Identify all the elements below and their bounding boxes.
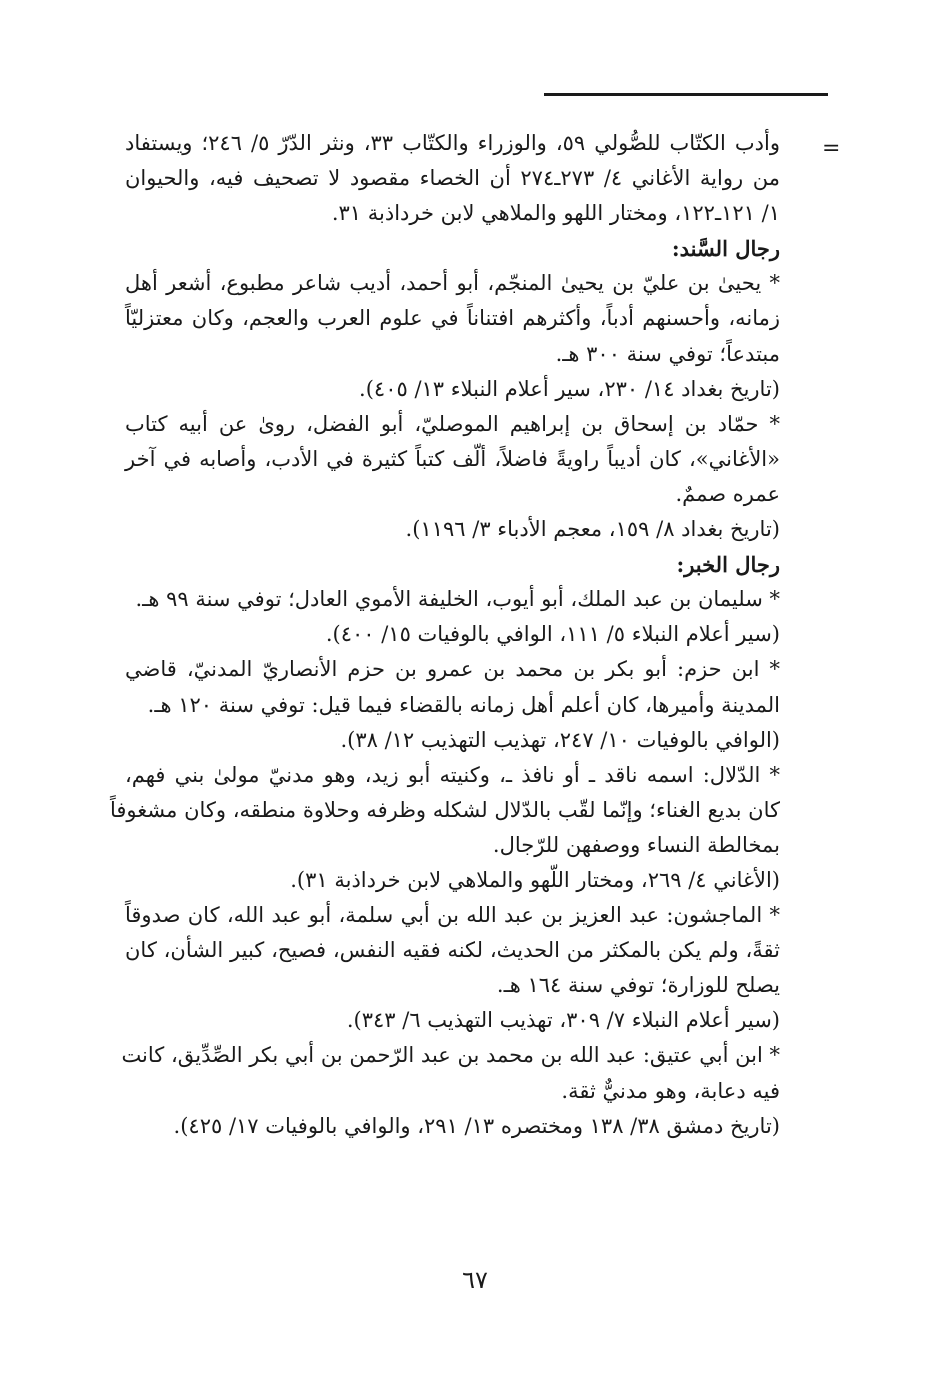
reference-line: (تاريخ دمشق ٣٨/ ١٣٨ ومختصره ١٣/ ٢٩١، والوافي بالوفيات ١٧/ ٤٢٥). (173, 1113, 780, 1138)
reference-line: (سير أعلام النبلاء ٥/ ١١١، الوافي بالوفيات ١٥/ ٤٠٠). (325, 622, 780, 647)
text-line: * الدّلال: اسمه ناقد ـ أو نافذ ـ، وكنيته أبو زيد، وهو مدنيّ مولىٰ بني فهم، (125, 762, 780, 787)
page-body (110, 126, 780, 1144)
text-line: مبتدعاً؛ توفي سنة ٣٠٠ هـ. (555, 341, 780, 366)
text-line: من رواية الأغاني ٤/ ٢٧٣ـ٢٧٤ أن الخصاء مقصود لا تصحيف فيه، والحيوان (125, 166, 780, 191)
text-line: عمره صممٌ. (675, 481, 780, 506)
text-line: «الأغاني»، كان أديباً راويةً فاضلاً، ألّف كتباً كثيرة في الأدب، وأصابه في آخر (125, 446, 780, 471)
text-line: كان بديع الغناء؛ وإنّما لقّب بالدّلال لشكله وظرفه وحلاوة منطقه، وكان مشغوفاً (110, 797, 780, 822)
continuation-mark: = (822, 136, 841, 161)
top-rule (544, 93, 828, 96)
text-line: * يحيىٰ بن عليّ بن يحيىٰ المنجّم، أبو أحمد، أديب شاعر مطبوع، أشعر أهل (125, 271, 780, 296)
text-line: ثقةً، ولم يكن بالمكثر من الحديث، لكنه فقيه النفس، فصيح، كبير الشأن، كان (125, 938, 780, 963)
text-line: * سليمان بن عبد الملك، أبو أيوب، الخليفة الأموي العادل؛ توفي سنة ٩٩ هـ. (135, 587, 780, 612)
text-line: * ابن حزم: أبو بكر بن محمد بن عمرو بن حزم الأنصاريّ المدنيّ، قاضي (125, 657, 780, 682)
page-number: ٦٧ (462, 1266, 488, 1294)
text-line: * ابن أبي عتيق: عبد الله بن محمد بن عبد الرّحمن بن أبي بكر الصِّدِّيق، كانت (121, 1043, 780, 1068)
reference-line: (الوافي بالوفيات ١٠/ ٢٤٧، تهذيب التهذيب ١٢/ ٣٨). (340, 727, 780, 752)
text-line: بمخالطة النساء ووصفهن للرّجال. (492, 832, 780, 857)
text-line: زمانه، وأحسنهم أدباً، وأكثرهم افتناناً في علوم العرب والعجم، وكان معتزليّاً (125, 306, 780, 331)
text-line: فيه دعابة، وهو مدنيٌّ ثقة. (561, 1078, 780, 1103)
section-heading-isnad: رجال السَّند: (671, 236, 780, 262)
reference-line: (تاريخ بغداد ١٤/ ٢٣٠، سير أعلام النبلاء ١٣/ ٤٠٥). (359, 376, 780, 401)
text-line: * الماجشون: عبد العزيز بن عبد الله بن أبي سلمة، أبو عبد الله، كان صدوقاً (125, 903, 780, 928)
section-heading-khabar: رجال الخبر: (676, 552, 780, 578)
text-line: المدينة وأميرها، كان أعلم أهل زمانه بالقضاء فيما قيل: توفي سنة ١٢٠ هـ. (147, 692, 780, 717)
reference-line: (تاريخ بغداد ٨/ ١٥٩، معجم الأدباء ٣/ ١١٩٦). (405, 517, 780, 542)
text-line: ١/ ١٢١ـ١٢٢، ومختار اللهو والملاهي لابن خرداذبة ٣١. (331, 201, 780, 226)
text-line: يصلح للوزارة؛ توفي سنة ١٦٤ هـ. (496, 973, 780, 998)
reference-line: (الأغاني ٤/ ٢٦٩، ومختار اللّهو والملاهي لابن خرداذبة ٣١). (290, 867, 780, 892)
reference-line: (سير أعلام النبلاء ٧/ ٣٠٩، تهذيب التهذيب ٦/ ٣٤٣). (346, 1008, 780, 1033)
text-line: وأدب الكتّاب للصُّولي ٥٩، والوزراء والكتّاب ٣٣، ونثر الدّرّ ٥/ ٢٤٦؛ ويستفاد (125, 131, 780, 155)
text-line: * حمّاد بن إسحاق بن إبراهيم الموصليّ، أبو الفضل، روىٰ عن أبيه كتاب (125, 411, 780, 436)
